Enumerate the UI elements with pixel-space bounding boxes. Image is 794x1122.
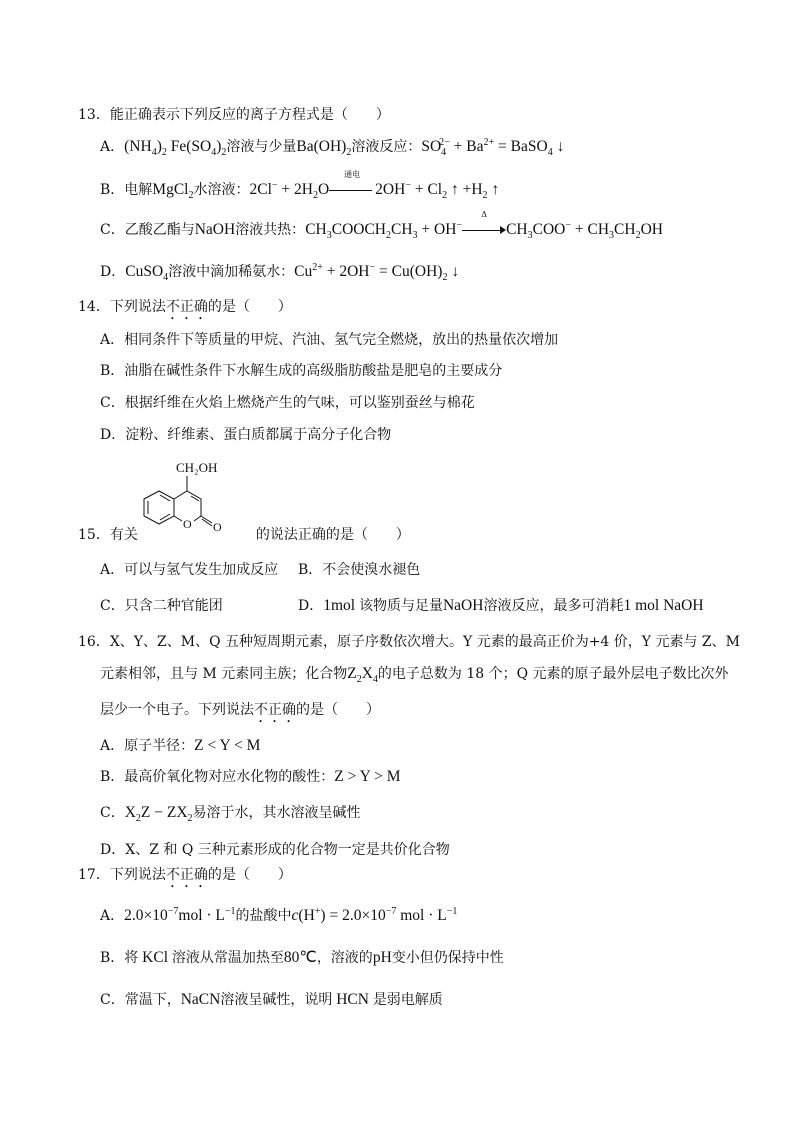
- q15-option-b: B．不会使溴水褪色: [298, 562, 421, 578]
- q15-option-a: A．可以与氢气发生加成反应: [100, 562, 279, 578]
- electrolysis-arrow: 通电: [329, 180, 375, 200]
- q14-option-a: A．相同条件下等质量的甲烷、汽油、氢气完全燃烧，放出的热量依次增加: [100, 332, 559, 348]
- ring-bond: [174, 516, 182, 521]
- ch2oh-label: CH₂OH: [176, 460, 218, 475]
- q13-option-a: A．$(NH_4)_2$ $Fe(SO_4)_2$溶液与少量$Ba(OH)_2$溶液反应：$SO_4^{2-} + Ba^{2+}$ = BaSO$_4$ ↓: [100, 136, 565, 159]
- q16-stem-line-1: 16．X、Y、Z、M、Q 五种短周期元素，原子序数依次增大。Y 元素的最高正价为+4 价，Y 元素与 Z、M: [78, 634, 740, 650]
- q16-option-c: C．$X_2Z - ZX_2$易溶于水，其水溶液呈碱性: [100, 804, 361, 825]
- pyranone-ring: [174, 491, 201, 516]
- q16-stem-line-2: 元素相邻，且与 M 元素同主族；化合物$Z_2X_4$的电子总数为 18 个；Q 元素的原子最外层电子数比次外: [100, 665, 729, 686]
- ring-bond: [194, 516, 201, 521]
- q15-option-d: D．1mol 该物质与足量NaOH溶液反应，最多可消耗1 mol NaOH: [298, 597, 704, 614]
- q16-option-a: A．原子半径：Z < Y < M: [100, 737, 261, 754]
- q14-option-c: C．根据纤维在火焰上燃烧产生的气味，可以鉴别蚕丝与棉花: [100, 395, 475, 411]
- q14-option-b: B．油脂在碱性条件下水解生成的高级脂肪酸盐是肥皂的主要成分: [100, 363, 503, 379]
- q15-option-c: C．只含二种官能团: [100, 598, 223, 614]
- q15-stem: 15．有关 的说法正确的是（ ）: [78, 527, 410, 543]
- q13-a-label: A．: [100, 139, 125, 155]
- q13-option-d: D．CuSO$_4$溶液中滴加稀氨水：$Cu^{2+} + 2OH^- = Cu(OH)_2$ ↓: [100, 261, 460, 284]
- q16-option-d: D．X、Z 和 Q 三种元素形成的化合物一定是共价化合物: [100, 842, 450, 858]
- q17-option-b: B．将 KCl 溶液从常温加热至80℃，溶液的pH变小但仍保持中性: [100, 949, 504, 966]
- q17-option-a: A．$2.0\times 10^{-7}mol \cdot L^{-1}$的盐酸中$c(H^+) = 2.0\times 10^{-7}$ mol · $L^{-1}$: [100, 905, 458, 924]
- carbonyl-oxygen-label: O: [213, 520, 222, 534]
- q17-option-c: C．常温下，NaCN溶液呈碱性，说明 HCN 是弱电解质: [100, 991, 443, 1008]
- q13-option-c: C．乙酸乙酯与NaOH溶液共热：$CH_3COOCH_2CH_3 + OH^-$ Δ $CH_3COO^- + CH_3CH_2OH$: [100, 210, 663, 242]
- emphasis-dots: 不正确: [254, 702, 296, 718]
- q14-option-d: D．淀粉、纤维素、蛋白质都属于高分子化合物: [100, 427, 392, 443]
- emphasis-dots: 不正确: [165, 867, 208, 883]
- q13-option-b: B．电解MgCl$_2$水溶液：$2Cl^- + 2H_2O$ 通电 $2OH^- + Cl_2$ ↑ $+H_2$ ↑: [100, 170, 500, 202]
- q13-stem: 13．能正确表示下列反应的离子方程式是（ ）: [78, 107, 390, 123]
- ring-oxygen-label: O: [183, 517, 192, 531]
- q14-stem: 14．下列说法不正确的是（ ）: [78, 299, 292, 315]
- q16-option-b: B．最高价氧化物对应水化物的酸性：Z > Y > M: [100, 768, 401, 785]
- emphasis-dots: 不正确: [165, 299, 208, 315]
- heating-arrow: Δ: [462, 220, 506, 240]
- q17-stem: 17．下列说法不正确的是（ ）: [78, 867, 292, 883]
- q16-stem-line-3: 层少一个电子。下列说法不正确的是（ ）: [100, 702, 380, 718]
